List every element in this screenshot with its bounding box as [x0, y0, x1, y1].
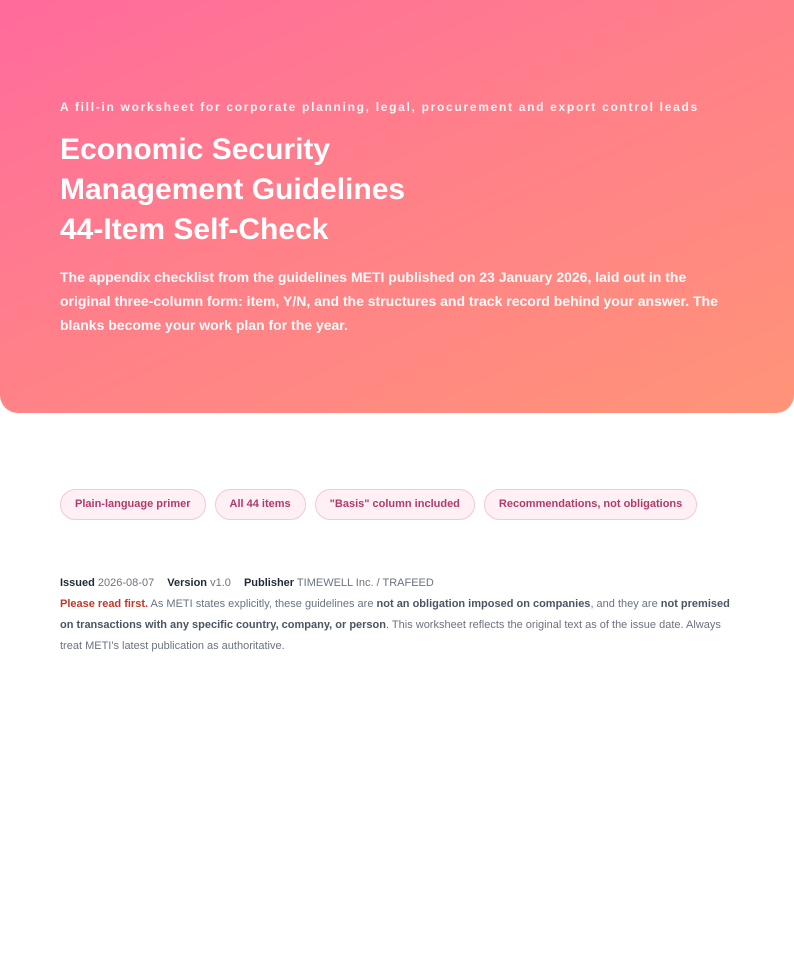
- tag-basis-column: "Basis" column included: [315, 489, 475, 520]
- publisher-label: Publisher: [243, 577, 295, 589]
- notice-lead: Please read first.: [60, 598, 149, 610]
- notice-text: As METI states explicitly, these guidelines are: [148, 598, 377, 610]
- tag-all-items: All 44 items: [215, 489, 306, 520]
- tag-recommendations: Recommendations, not obligations: [484, 489, 697, 520]
- notice-text: , and they are: [590, 598, 661, 610]
- title-line: Management Guidelines: [60, 173, 406, 206]
- tag-list: [60, 489, 697, 520]
- publisher-value: TIMEWELL Inc. / TRAFEED: [296, 577, 434, 589]
- notice-text: . This worksheet reflects the original text as of the issue date. Always treat METI's latest publication as authoritative.: [60, 619, 721, 652]
- tag-primer: Plain-language primer: [60, 489, 206, 520]
- version-value: v1.0: [210, 577, 231, 589]
- page-title: [60, 130, 405, 250]
- notice-emphasis: not premised on transactions with any specific country, company, or person: [60, 598, 730, 631]
- document-meta: [60, 576, 434, 590]
- title-line: 44-Item Self-Check: [60, 213, 329, 246]
- version-label: Version: [167, 577, 208, 589]
- notice-emphasis: not an obligation imposed on companies: [376, 598, 591, 610]
- read-first-notice: [60, 594, 740, 657]
- hero-banner: [0, 0, 794, 413]
- issued-label: Issued: [60, 577, 95, 589]
- issued-value: 2026-08-07: [97, 577, 155, 589]
- lead-paragraph: The appendix checklist from the guidelines METI published on 23 January 2026, laid out in the original three-column form: item, Y/N, and the structures and track record behind your answer. The blanks become your work plan for the year.: [60, 269, 718, 333]
- eyebrow-text: A fill-in worksheet for corporate planning, legal, procurement and export control leads: [60, 100, 699, 114]
- title-line: Economic Security: [60, 133, 331, 166]
